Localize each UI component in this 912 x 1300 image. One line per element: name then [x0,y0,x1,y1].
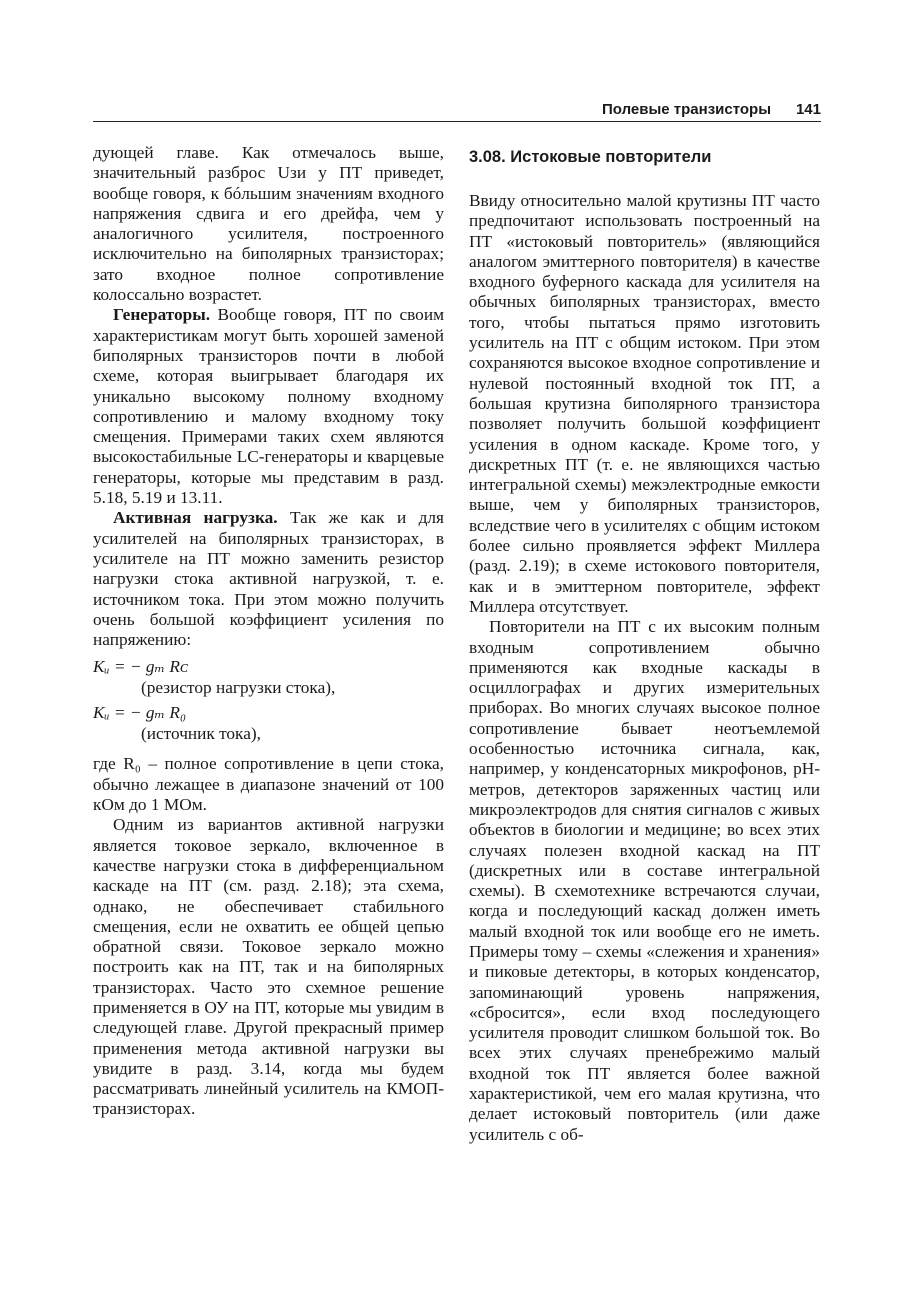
paragraph-follower-applications: Повторители на ПТ с их высоким полным входным сопротивлением обычно применяются как входные каскады в осциллографах и других измерительных приборах. Во многих случаях высокое полное сопротивление бывает неотъемлемой особенностью источника сигнала, как, например, у конденсаторных микрофонов, pH-метров, детекторов заряженных частиц или микроэлектродов для снятия сигналов с живых объектов в биологии и медицине; во всех этих случаях полезен входной каскад на ПТ (дискретных или в составе интегральной схемы). В схемотехнике встречаются случаи, когда и последующий каскад должен иметь малый входной ток или вообще его не иметь. Примеры тому – схемы «слежения и хранения» и пиковые детекторы, в которых конденсатор, запоминающий уровень напряжения, «сбросится», если вход последующего усилителя проводит слишком большой ток. Во всех этих случаях пренебрежимо малый входной ток ПТ является более важной характеристикой, чем его малая крутизна, что делает истоковый повторитель (или даже усилитель с об- [469,617,820,1144]
paragraph-r0-definition: где R₀ – полное сопротивление в цепи стока, обычно лежащее в диапазоне значений от 100 кОм до 1 МОм. [93,754,444,815]
run-in-heading-generators: Генераторы. [113,305,211,325]
chapter-title: Полевые транзисторы [602,101,771,118]
section-heading: 3.08. Истоковые повторители [469,148,712,166]
paragraph-source-follower-intro: Ввиду относительно малой крутизны ПТ часто предпочитают использовать построенный на ПТ «истоковый повторитель» (являющийся аналогом эмиттерного повторителя) в качестве входного буферного каскада для усилителя на обычных биполярных транзисторах, вместо того, чтобы пытаться прямо изготовить усилитель на ПТ с общим истоком. При этом сохраняются высокое входное сопротивление и нулевой постоянный входной ток ПТ, а большая крутизна биполярного транзистора позволяет получить большой коэффициент усиления в одном каскаде. Кроме того, у дискретных ПТ (т. е. не являющихся частью интегральной схемы) межэлектродные емкости выше, чем у биполярных транзисторов, вследствие чего в усилителях с общим истоком более сильно проявляется эффект Миллера (разд. 2.19); в схеме истокового повторителя, как и в эмиттерном повторителе, эффект Миллера отсутствует. [469,191,820,616]
formula-resistor-load-note: (резистор нагрузки стока), [141,678,336,698]
right-column [469,143,820,1145]
paragraph-active-load [93,508,444,650]
formula-resistor-load [93,656,444,698]
formula-current-source-equation: Kᵤ = − gₘ R₀ [93,703,186,723]
left-column [93,143,444,1120]
formula-resistor-load-equation: Kᵤ = − gₘ Rᴄ [93,657,188,677]
paragraph-active-load-body: Так же как и для усилителей на биполярных транзисторах, в усилителе на ПТ можно заменить резистор нагрузки стока активной нагрузкой, т. е. источником тока. При этом можно получить очень большой коэффициент усиления по напряжению: [93,508,444,650]
formula-current-source [93,702,444,744]
running-header [93,101,821,122]
formula-current-source-note: (источник тока), [141,724,261,744]
paragraph-generators [93,305,444,508]
page-number: 141 [795,101,821,118]
paragraph-generators-body: Вообще говоря, ПТ по своим характеристикам могут быть хорошей заменой биполярных транзисторов почти в любой схеме, которая выигрывает благодаря их уникально высокому полному входному сопротивлению и малому входному току смещения. Примерами таких схем являются высокостабильные LC-генераторы и кварцевые генераторы, которые мы представим в разд. 5.18, 5.19 и 13.11. [93,305,444,508]
paragraph-continued: дующей главе. Как отмечалось выше, значительный разброс Uзи у ПТ приведет, вообще говоря, к бóльшим значениям входного напряжения сдвига и его дрейфа, чем у аналогичного усилителя, построенного исключительно на биполярных транзисторах; зато входное полное сопротивление колоссально возрастет. [93,143,444,305]
run-in-heading-active-load: Активная нагрузка. [113,508,278,528]
paragraph-current-mirror: Одним из вариантов активной нагрузки является токовое зеркало, включенное в качестве нагрузки стока в дифференциальном каскаде на ПТ (см. разд. 2.18); эта схема, однако, не обеспечивает стабильного смещения, если не охватить ее общей цепью обратной связи. Токовое зеркало можно построить как на ПТ, так и на биполярных транзисторах. Часто это схемное решение применяется в ОУ на ПТ, которые мы увидим в следующей главе. Другой прекрасный пример применения метода активной нагрузки вы увидите в разд. 3.14, когда мы будем рассматривать линейный усилитель на КМОП-транзисторах. [93,815,444,1119]
